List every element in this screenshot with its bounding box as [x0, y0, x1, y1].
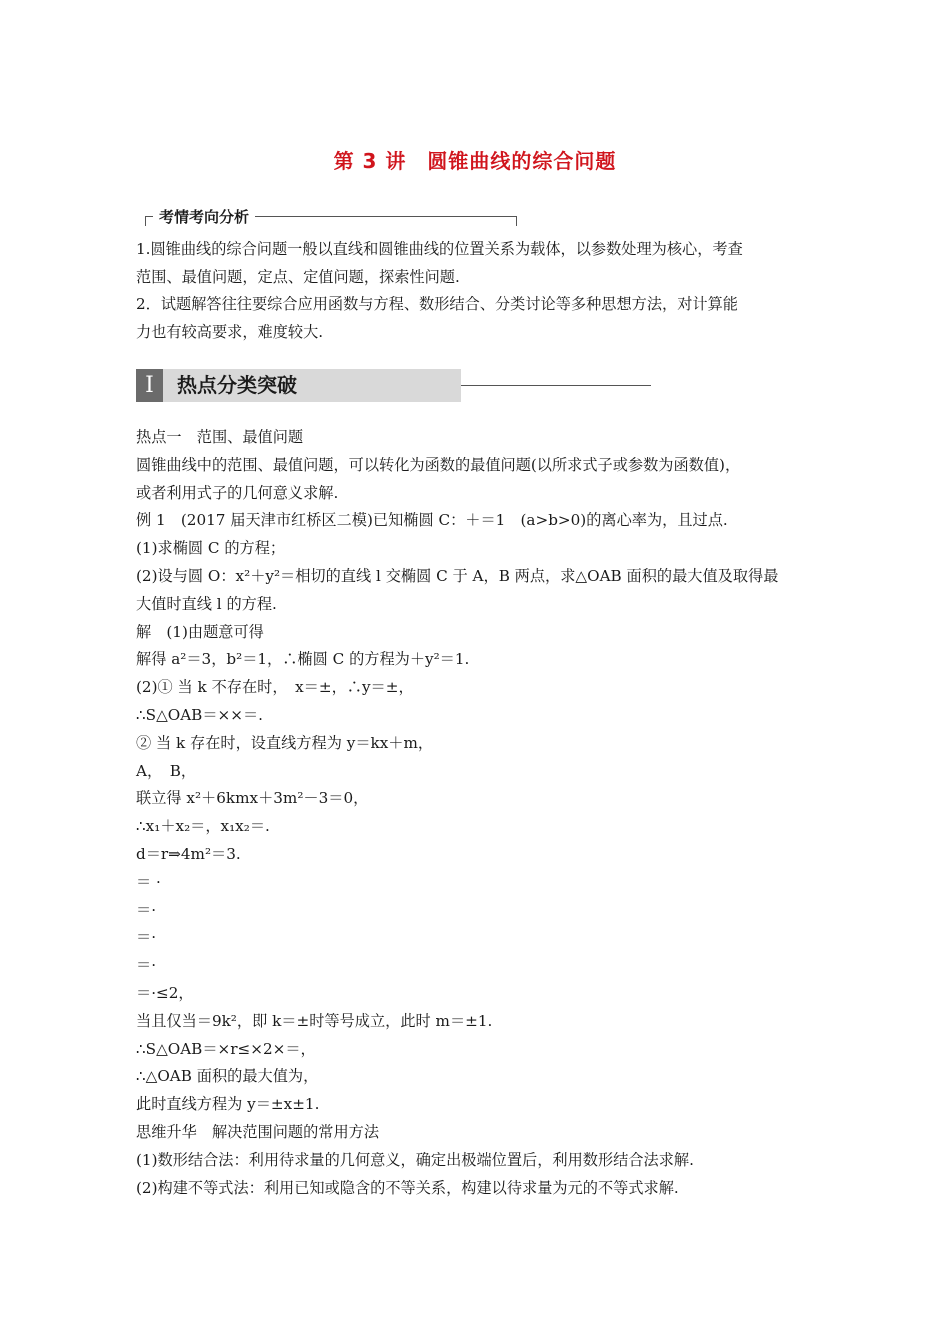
- body-line: (2)① 当 k 不存在时， x＝±，∴y＝±，: [136, 678, 414, 697]
- body-line: 联立得 x²＋6kmx＋3m²－3＝0，: [136, 789, 369, 808]
- body-line: 大值时直线 l 的方程.: [136, 594, 277, 613]
- body-line: ∴S△OAB＝××＝.: [136, 705, 263, 724]
- body-line: (1)数形结合法：利用待求量的几何意义，确定出极端位置后，利用数形结合法求解.: [136, 1150, 694, 1169]
- body-line: ∴△OAB 面积的最大值为，: [136, 1067, 319, 1086]
- section-name: 热点分类突破: [163, 369, 461, 402]
- page-title: 第 3 讲 圆锥曲线的综合问题: [333, 149, 617, 173]
- body-line: ∴x₁＋x₂＝，x₁x₂＝.: [136, 817, 270, 836]
- analysis-line: 1.圆锥曲线的综合问题一般以直线和圆锥曲线的位置关系为载体，以参数处理为核心，考查: [136, 240, 743, 258]
- body-line: ＝·: [136, 900, 157, 919]
- example-statement: 例 1 (2017 届天津市红桥区二模)已知椭圆 C：＋＝1 (a>b>0)的离心率为，且过点.: [136, 511, 728, 530]
- body-line: ＝·: [136, 928, 157, 947]
- body-line: A， B，: [136, 761, 197, 780]
- body-line: 此时直线方程为 y＝±x±1.: [136, 1095, 320, 1114]
- section-rule: [461, 385, 651, 386]
- body-line: (2)设与圆 O：x²＋y²＝相切的直线 l 交椭圆 C 于 A，B 两点，求△OAB 面积的最大值及取得最: [136, 566, 779, 585]
- analysis-label: 考情考向分析: [153, 206, 255, 227]
- body-line: 当且仅当＝9k²，即 k＝±时等号成立，此时 m＝±1.: [136, 1011, 493, 1030]
- analysis-line: 范围、最值问题，定点、定值问题，探索性问题.: [136, 267, 460, 286]
- solution-line: 解 (1)由题意可得: [136, 622, 264, 641]
- body-line: 圆锥曲线中的范围、最值问题，可以转化为函数的最值问题(以所求式子或参数为函数值)，: [136, 455, 741, 474]
- analysis-line: 2．试题解答往往要综合应用函数与方程、数形结合、分类讨论等多种思想方法，对计算能: [136, 295, 738, 313]
- analysis-rule-left-tick: [145, 216, 146, 226]
- analysis-header: [145, 206, 517, 228]
- hotspot-heading: 热点一 范围、最值问题: [136, 428, 304, 446]
- body-line: ＝·: [136, 956, 157, 975]
- analysis-rule-right-tick: [516, 216, 517, 226]
- analysis-line: 力也有较高要求，难度较大.: [136, 322, 324, 341]
- body-line: ＝·≤2，: [136, 983, 194, 1002]
- analysis-text: [136, 236, 816, 346]
- summary-heading: 思维升华 解决范围问题的常用方法: [136, 1122, 379, 1141]
- body-line: ＝ ·: [136, 872, 161, 891]
- body-line: (2)构建不等式法：利用已知或隐含的不等关系，构建以待求量为元的不等式求解.: [136, 1178, 679, 1197]
- section-number: I: [136, 369, 163, 402]
- body-line: 或者利用式子的几何意义求解.: [136, 483, 339, 502]
- section-banner: [136, 369, 518, 402]
- body-line: 解得 a²＝3，b²＝1，∴椭圆 C 的方程为＋y²＝1.: [136, 650, 470, 669]
- body-line: d＝r⇒4m²＝3.: [136, 844, 241, 863]
- body-line: ∴S△OAB＝×r≤×2×＝，: [136, 1039, 316, 1058]
- body-line: ② 当 k 存在时，设直线方程为 y＝kx＋m，: [136, 733, 434, 752]
- body-text: [136, 424, 826, 1202]
- body-line: (1)求椭圆 C 的方程；: [136, 539, 286, 558]
